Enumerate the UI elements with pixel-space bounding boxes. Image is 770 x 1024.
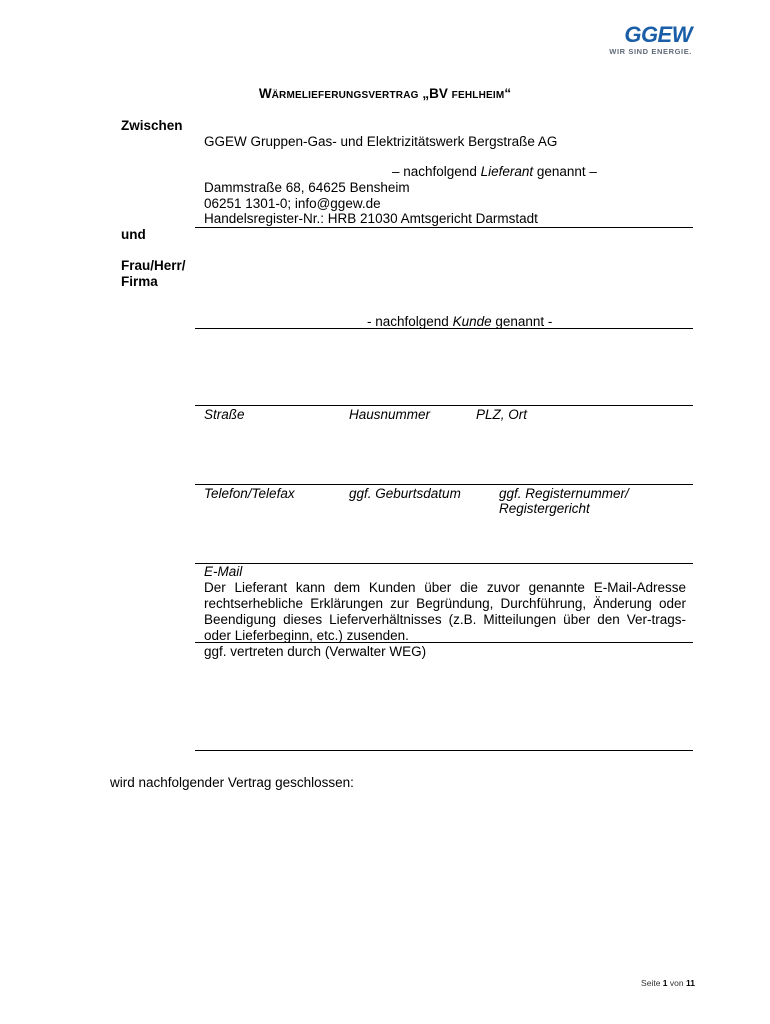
field-email: E-Mail: [204, 564, 243, 579]
supplier-note-pre: – nachfolgend: [392, 164, 481, 179]
customer-designation: [367, 314, 552, 329]
title-rest: ÄRMELIEFERUNGSVERTRAG: [271, 90, 419, 101]
label-und: und: [121, 227, 146, 242]
customer-note-post: genannt -: [491, 314, 553, 329]
field-telefon: Telefon/Telefax: [204, 486, 295, 501]
label-frau-herr: Frau/Herr/: [121, 258, 186, 273]
field-registernummer: ggf. Registernummer/: [499, 486, 629, 501]
field-hausnummer: Hausnummer: [349, 407, 431, 422]
supplier-name: GGEW Gruppen-Gas- und Elektrizitätswerk Bergstraße AG: [204, 134, 558, 149]
customer-note-italic: Kunde: [452, 314, 492, 329]
contact-rule: [195, 484, 693, 485]
supplier-note-post: genannt –: [533, 164, 597, 179]
footer-seite: Seite: [641, 978, 661, 988]
footer-page-number: 1: [662, 978, 668, 988]
title-open-quote: „: [422, 86, 430, 101]
supplier-designation: [392, 164, 597, 179]
field-registergericht: Registergericht: [499, 501, 590, 516]
title-close-quote: “: [504, 86, 512, 101]
field-vertreten: ggf. vertreten durch (Verwalter WEG): [204, 644, 427, 659]
email-consent-paragraph: Der Lieferant kann dem Kunden über die zuvor genannte E-Mail-Adresse rechtserhebliche Erklärungen zur Begründung, Durchführung, Änderung oder Beendigung dieses Lieferverhältnisses (z.B. Mitteilungen über den Ver-trags- oder Lieferbeginn, etc.) zusenden.: [204, 580, 686, 643]
email-rule: [195, 563, 693, 564]
contract-title: [0, 86, 770, 101]
customer-note-pre: - nachfolgend: [367, 314, 453, 329]
title-bv: BV: [429, 86, 448, 101]
field-strasse: Straße: [204, 407, 245, 422]
email-bottom-rule: [195, 642, 693, 643]
supplier-rule: [195, 227, 693, 228]
logo-wordmark: GGEW: [624, 22, 692, 47]
logo-tagline: WIR SIND ENERGIE.: [609, 47, 692, 56]
supplier-contact: 06251 1301-0; info@ggew.de: [204, 196, 381, 211]
supplier-note-italic: Lieferant: [480, 164, 534, 179]
supplier-register: Handelsregister-Nr.: HRB 21030 Amtsgericht Darmstadt: [204, 211, 538, 226]
vertreten-rule: [195, 750, 693, 751]
footer-von: von: [669, 978, 684, 988]
address-rule: [195, 405, 693, 406]
ggew-logo: [584, 24, 694, 56]
supplier-address: Dammstraße 68, 64625 Bensheim: [204, 180, 410, 195]
customer-name-rule: [195, 328, 693, 329]
footer-page-total: 11: [686, 978, 695, 988]
closing-sentence: wird nachfolgender Vertrag geschlossen:: [110, 775, 354, 790]
label-zwischen: Zwischen: [121, 118, 183, 133]
title-place: FEHLHEIM: [451, 90, 505, 101]
page-footer: [641, 978, 695, 988]
title-initial: W: [258, 86, 272, 101]
field-geburtsdatum: ggf. Geburtsdatum: [349, 486, 461, 501]
label-firma: Firma: [121, 274, 158, 289]
field-plz-ort: PLZ, Ort: [476, 407, 528, 422]
